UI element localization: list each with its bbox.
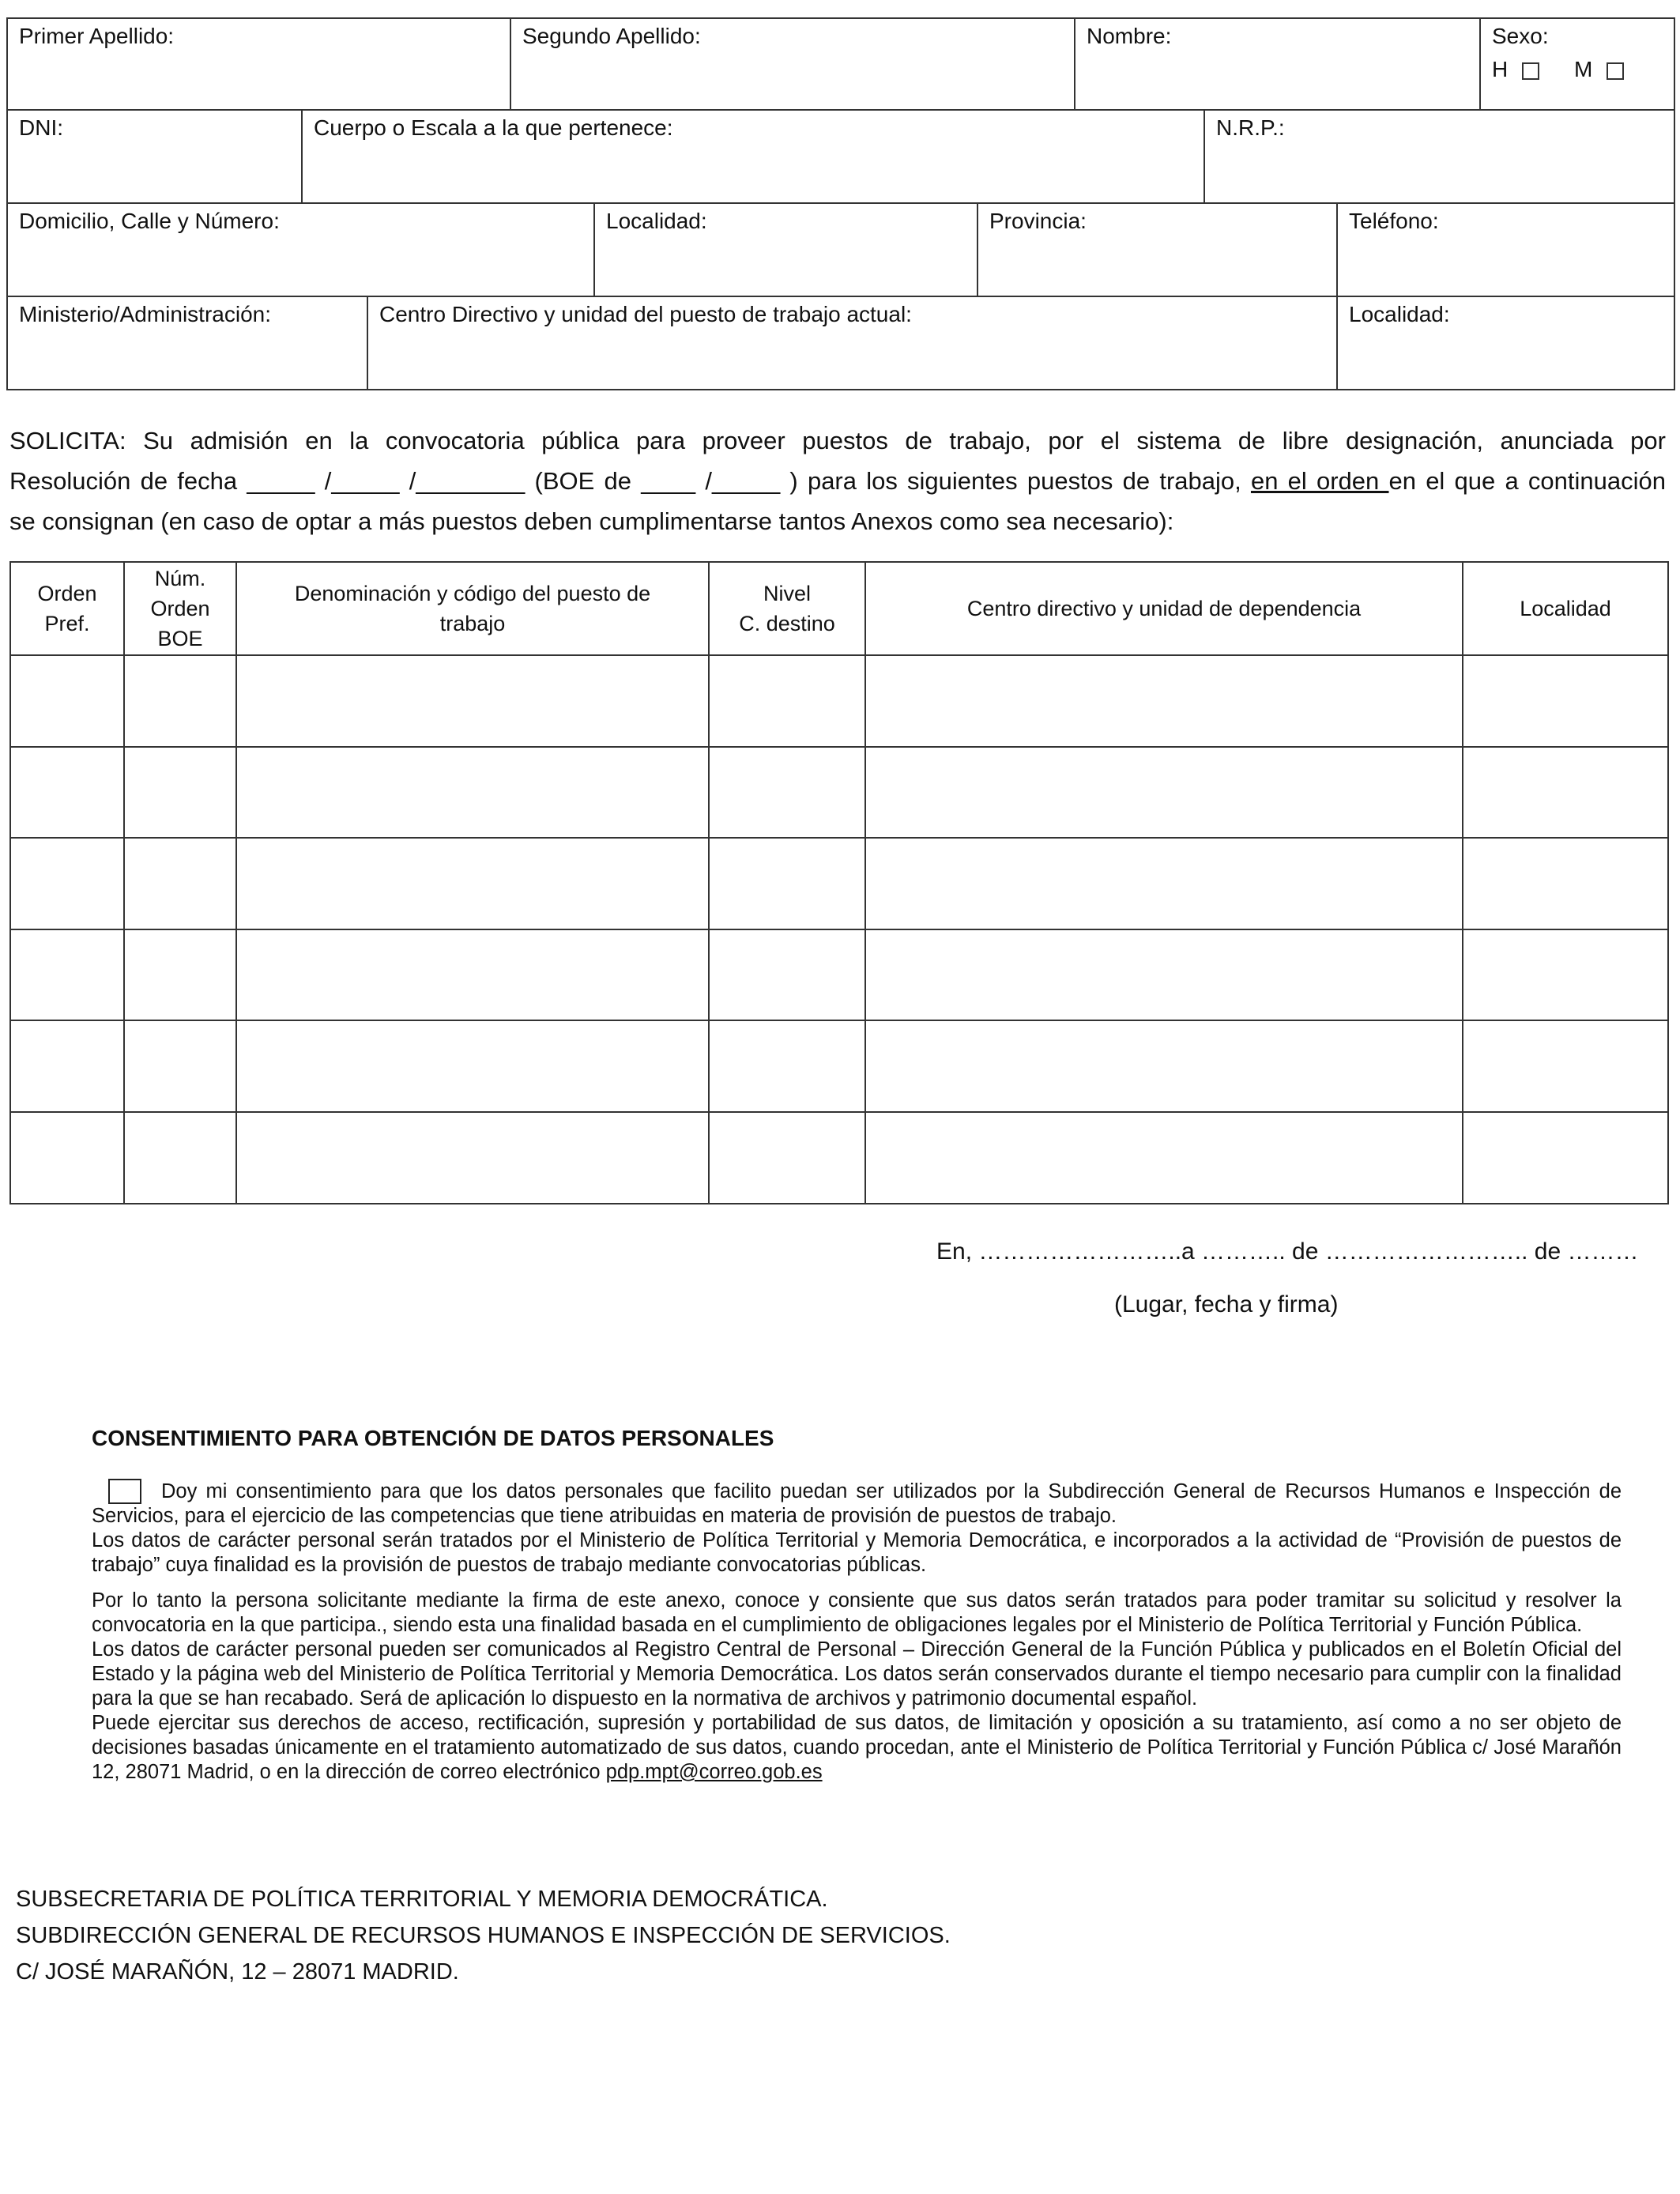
centro-cell[interactable] — [866, 839, 1463, 930]
consent-title: CONSENTIMIENTO PARA OBTENCIÓN DE DATOS PERSONALES — [92, 1426, 774, 1450]
num-orden-cell[interactable] — [125, 839, 237, 930]
positions-table — [9, 561, 1669, 1204]
nivel-cell[interactable] — [710, 1113, 866, 1204]
dni-field[interactable] — [8, 111, 303, 204]
consent-text — [92, 1480, 1622, 1785]
header-denom-line1: Denominación y código del puesto de — [294, 582, 651, 605]
consent-p1-text: Doy mi consentimiento para que los datos personales que facilito puedan ser utilizados por la Subdirección General de Recursos Humanos e Inspección de Servicios, para el ejercicio de las competencias que tiene atribuidas en materia de provisión de puestos de trabajo. — [92, 1480, 1622, 1527]
header-orden-line1: Orden — [37, 582, 97, 605]
footer-address — [16, 1881, 951, 1990]
sexo-h-checkbox[interactable] — [1522, 62, 1539, 80]
nivel-cell[interactable] — [710, 930, 866, 1022]
primer-apellido-field[interactable] — [8, 19, 511, 111]
localidad-cell[interactable] — [1463, 656, 1667, 748]
denominacion-cell[interactable] — [237, 748, 710, 839]
header-orden-line2: Pref. — [44, 612, 90, 635]
nivel-cell[interactable] — [710, 1021, 866, 1113]
denominacion-cell[interactable] — [237, 1113, 710, 1204]
sexo-h-label: H — [1492, 57, 1509, 81]
consent-p5-text: Puede ejercitar sus derechos de acceso, rectificación, supresión y portabilidad de sus datos, de limitación y oposición a su tratamiento, así como a no ser objeto de decisiones basadas únicamente en el tratamiento automatizado de sus datos, cuando procedan, ante el Ministerio de Política Territorial y Función Pública c/ José Marañón 12, 28071 Madrid, o en la dirección de correo electrónico — [92, 1712, 1622, 1783]
ministerio-label: Ministerio/Administración: — [19, 302, 271, 326]
sexo-field — [1481, 19, 1674, 111]
telefono-label: Teléfono: — [1349, 209, 1439, 233]
sexo-m-label: M — [1574, 57, 1593, 81]
localidad-cell[interactable] — [1463, 748, 1667, 839]
num-orden-cell[interactable] — [125, 656, 237, 748]
cuerpo-label: Cuerpo o Escala a la que pertenece: — [314, 115, 673, 140]
solicita-line-2b: en el que a continuación — [1388, 467, 1666, 495]
localidad-actual-field[interactable] — [1338, 297, 1674, 389]
orden-cell[interactable] — [11, 930, 125, 1022]
orden-cell[interactable] — [11, 1113, 125, 1204]
en-el-orden-text: en el orden — [1250, 467, 1389, 495]
header-localidad — [1463, 563, 1667, 656]
centro-cell[interactable] — [866, 748, 1463, 839]
solicita-paragraph — [9, 420, 1666, 541]
nivel-cell[interactable] — [710, 656, 866, 748]
consent-paragraph-2: Los datos de carácter personal serán tratados por el Ministerio de Política Territorial y Memoria Democrática, e incorporados a la actividad de “Provisión de puestos de trabajo” cuya finalidad es la provisión de puestos de trabajo mediante convocatorias públicas. — [92, 1529, 1622, 1576]
signature-caption: (Lugar, fecha y firma) — [1114, 1291, 1339, 1318]
solicita-line-2 — [9, 461, 1666, 501]
consent-paragraph-4: Los datos de carácter personal pueden ser comunicados al Registro Central de Personal – Dirección General de la Función Pública y publicados en el Boletín Oficial del Estado y la página web del Ministerio de Política Territorial y Memoria Democrática. Los datos serán conservados durante el tiempo necesario para cumplir con la finalidad para la que se han recabado. Será de aplicación lo dispuesto en la normativa de archivos y patrimonio documental español. — [92, 1638, 1622, 1710]
nombre-label: Nombre: — [1087, 24, 1172, 48]
ministerio-field[interactable] — [8, 297, 368, 389]
orden-cell[interactable] — [11, 839, 125, 930]
signature-place-date[interactable]: En, ……………………..a ……….. de …………………….. de ……… — [936, 1238, 1639, 1265]
footer-line-3: C/ JOSÉ MARAÑÓN, 12 – 28071 MADRID. — [16, 1959, 459, 1985]
centro-cell[interactable] — [866, 1113, 1463, 1204]
header-centro-text: Centro directivo y unidad de dependencia — [966, 597, 1362, 620]
localidad-label: Localidad: — [606, 209, 707, 233]
num-orden-cell[interactable] — [125, 748, 237, 839]
num-orden-cell[interactable] — [125, 1021, 237, 1113]
header-num-line2: Orden — [150, 597, 210, 620]
centro-cell[interactable] — [866, 656, 1463, 748]
sexo-label: Sexo: — [1492, 24, 1549, 48]
header-denom-line2: trabajo — [439, 612, 506, 635]
solicita-line-1: SOLICITA: Su admisión en la convocatoria pública para proveer puestos de trabajo, por el sistema de libre designación, anunciada por — [9, 427, 1666, 454]
consent-paragraph-3: Por lo tanto la persona solicitante mediante la firma de este anexo, conoce y consiente que sus datos serán tratados para poder tramitar su solicitud y resolver la convocatoria en la que participa., siendo esta una finalidad basada en el cumplimiento de obligaciones legales por el Ministerio de Política Territorial y Función Pública. — [92, 1589, 1622, 1636]
denominacion-cell[interactable] — [237, 1021, 710, 1113]
solicita-line-2a: Resolución de fecha _____ /_____ /________ (BOE de ____ /_____ ) para los siguientes puestos de trabajo, — [9, 467, 1251, 495]
header-localidad-text: Localidad — [1520, 597, 1611, 620]
sexo-m-checkbox[interactable] — [1607, 62, 1624, 80]
header-num-line1: Núm. — [154, 567, 206, 590]
localidad-cell[interactable] — [1463, 1113, 1667, 1204]
centro-cell[interactable] — [866, 930, 1463, 1022]
orden-cell[interactable] — [11, 656, 125, 748]
header-denominacion — [237, 563, 710, 656]
denominacion-cell[interactable] — [237, 930, 710, 1022]
denominacion-cell[interactable] — [237, 656, 710, 748]
personal-data-grid — [6, 17, 1675, 390]
domicilio-field[interactable] — [8, 204, 595, 297]
consent-email-link[interactable]: pdp.mpt@correo.gob.es — [605, 1761, 823, 1783]
header-orden-pref — [11, 563, 125, 656]
primer-apellido-label: Primer Apellido: — [19, 24, 175, 48]
orden-cell[interactable] — [11, 748, 125, 839]
orden-cell[interactable] — [11, 1021, 125, 1113]
segundo-apellido-label: Segundo Apellido: — [522, 24, 701, 48]
nivel-cell[interactable] — [710, 748, 866, 839]
header-nivel — [710, 563, 866, 656]
localidad-cell[interactable] — [1463, 839, 1667, 930]
nivel-cell[interactable] — [710, 839, 866, 930]
telefono-field[interactable] — [1338, 204, 1674, 297]
nombre-field[interactable] — [1075, 19, 1481, 111]
header-nivel-line1: Nivel — [763, 582, 811, 605]
num-orden-cell[interactable] — [125, 930, 237, 1022]
solicita-line-3: se consignan (en caso de optar a más puestos deben cumplimentarse tantos Anexos como sea necesario): — [9, 507, 1174, 535]
domicilio-label: Domicilio, Calle y Número: — [19, 209, 280, 233]
dni-label: DNI: — [19, 115, 63, 140]
nrp-label: N.R.P.: — [1216, 115, 1285, 140]
centro-cell[interactable] — [866, 1021, 1463, 1113]
localidad-field[interactable] — [595, 204, 978, 297]
footer-line-2: SUBDIRECCIÓN GENERAL DE RECURSOS HUMANOS E INSPECCIÓN DE SERVICIOS. — [16, 1923, 951, 1948]
header-num-line3: BOE — [157, 627, 203, 650]
consent-paragraph-1 — [92, 1480, 1622, 1529]
localidad-cell[interactable] — [1463, 930, 1667, 1022]
denominacion-cell[interactable] — [237, 839, 710, 930]
num-orden-cell[interactable] — [125, 1113, 237, 1204]
provincia-field[interactable] — [978, 204, 1338, 297]
centro-directivo-label: Centro Directivo y unidad del puesto de trabajo actual: — [379, 302, 912, 326]
localidad-actual-label: Localidad: — [1349, 302, 1450, 326]
consent-paragraph-5 — [92, 1711, 1622, 1785]
provincia-label: Provincia: — [989, 209, 1087, 233]
nrp-field[interactable] — [1205, 111, 1674, 204]
centro-directivo-field[interactable] — [368, 297, 1338, 389]
footer-line-1: SUBSECRETARIA DE POLÍTICA TERRITORIAL Y MEMORIA DEMOCRÁTICA. — [16, 1887, 828, 1912]
localidad-cell[interactable] — [1463, 1021, 1667, 1113]
cuerpo-field[interactable] — [303, 111, 1205, 204]
header-num-orden-boe — [125, 563, 237, 656]
sexo-options — [1492, 57, 1663, 82]
segundo-apellido-field[interactable] — [511, 19, 1075, 111]
header-centro-directivo — [866, 563, 1463, 656]
header-nivel-line2: C. destino — [739, 612, 835, 635]
